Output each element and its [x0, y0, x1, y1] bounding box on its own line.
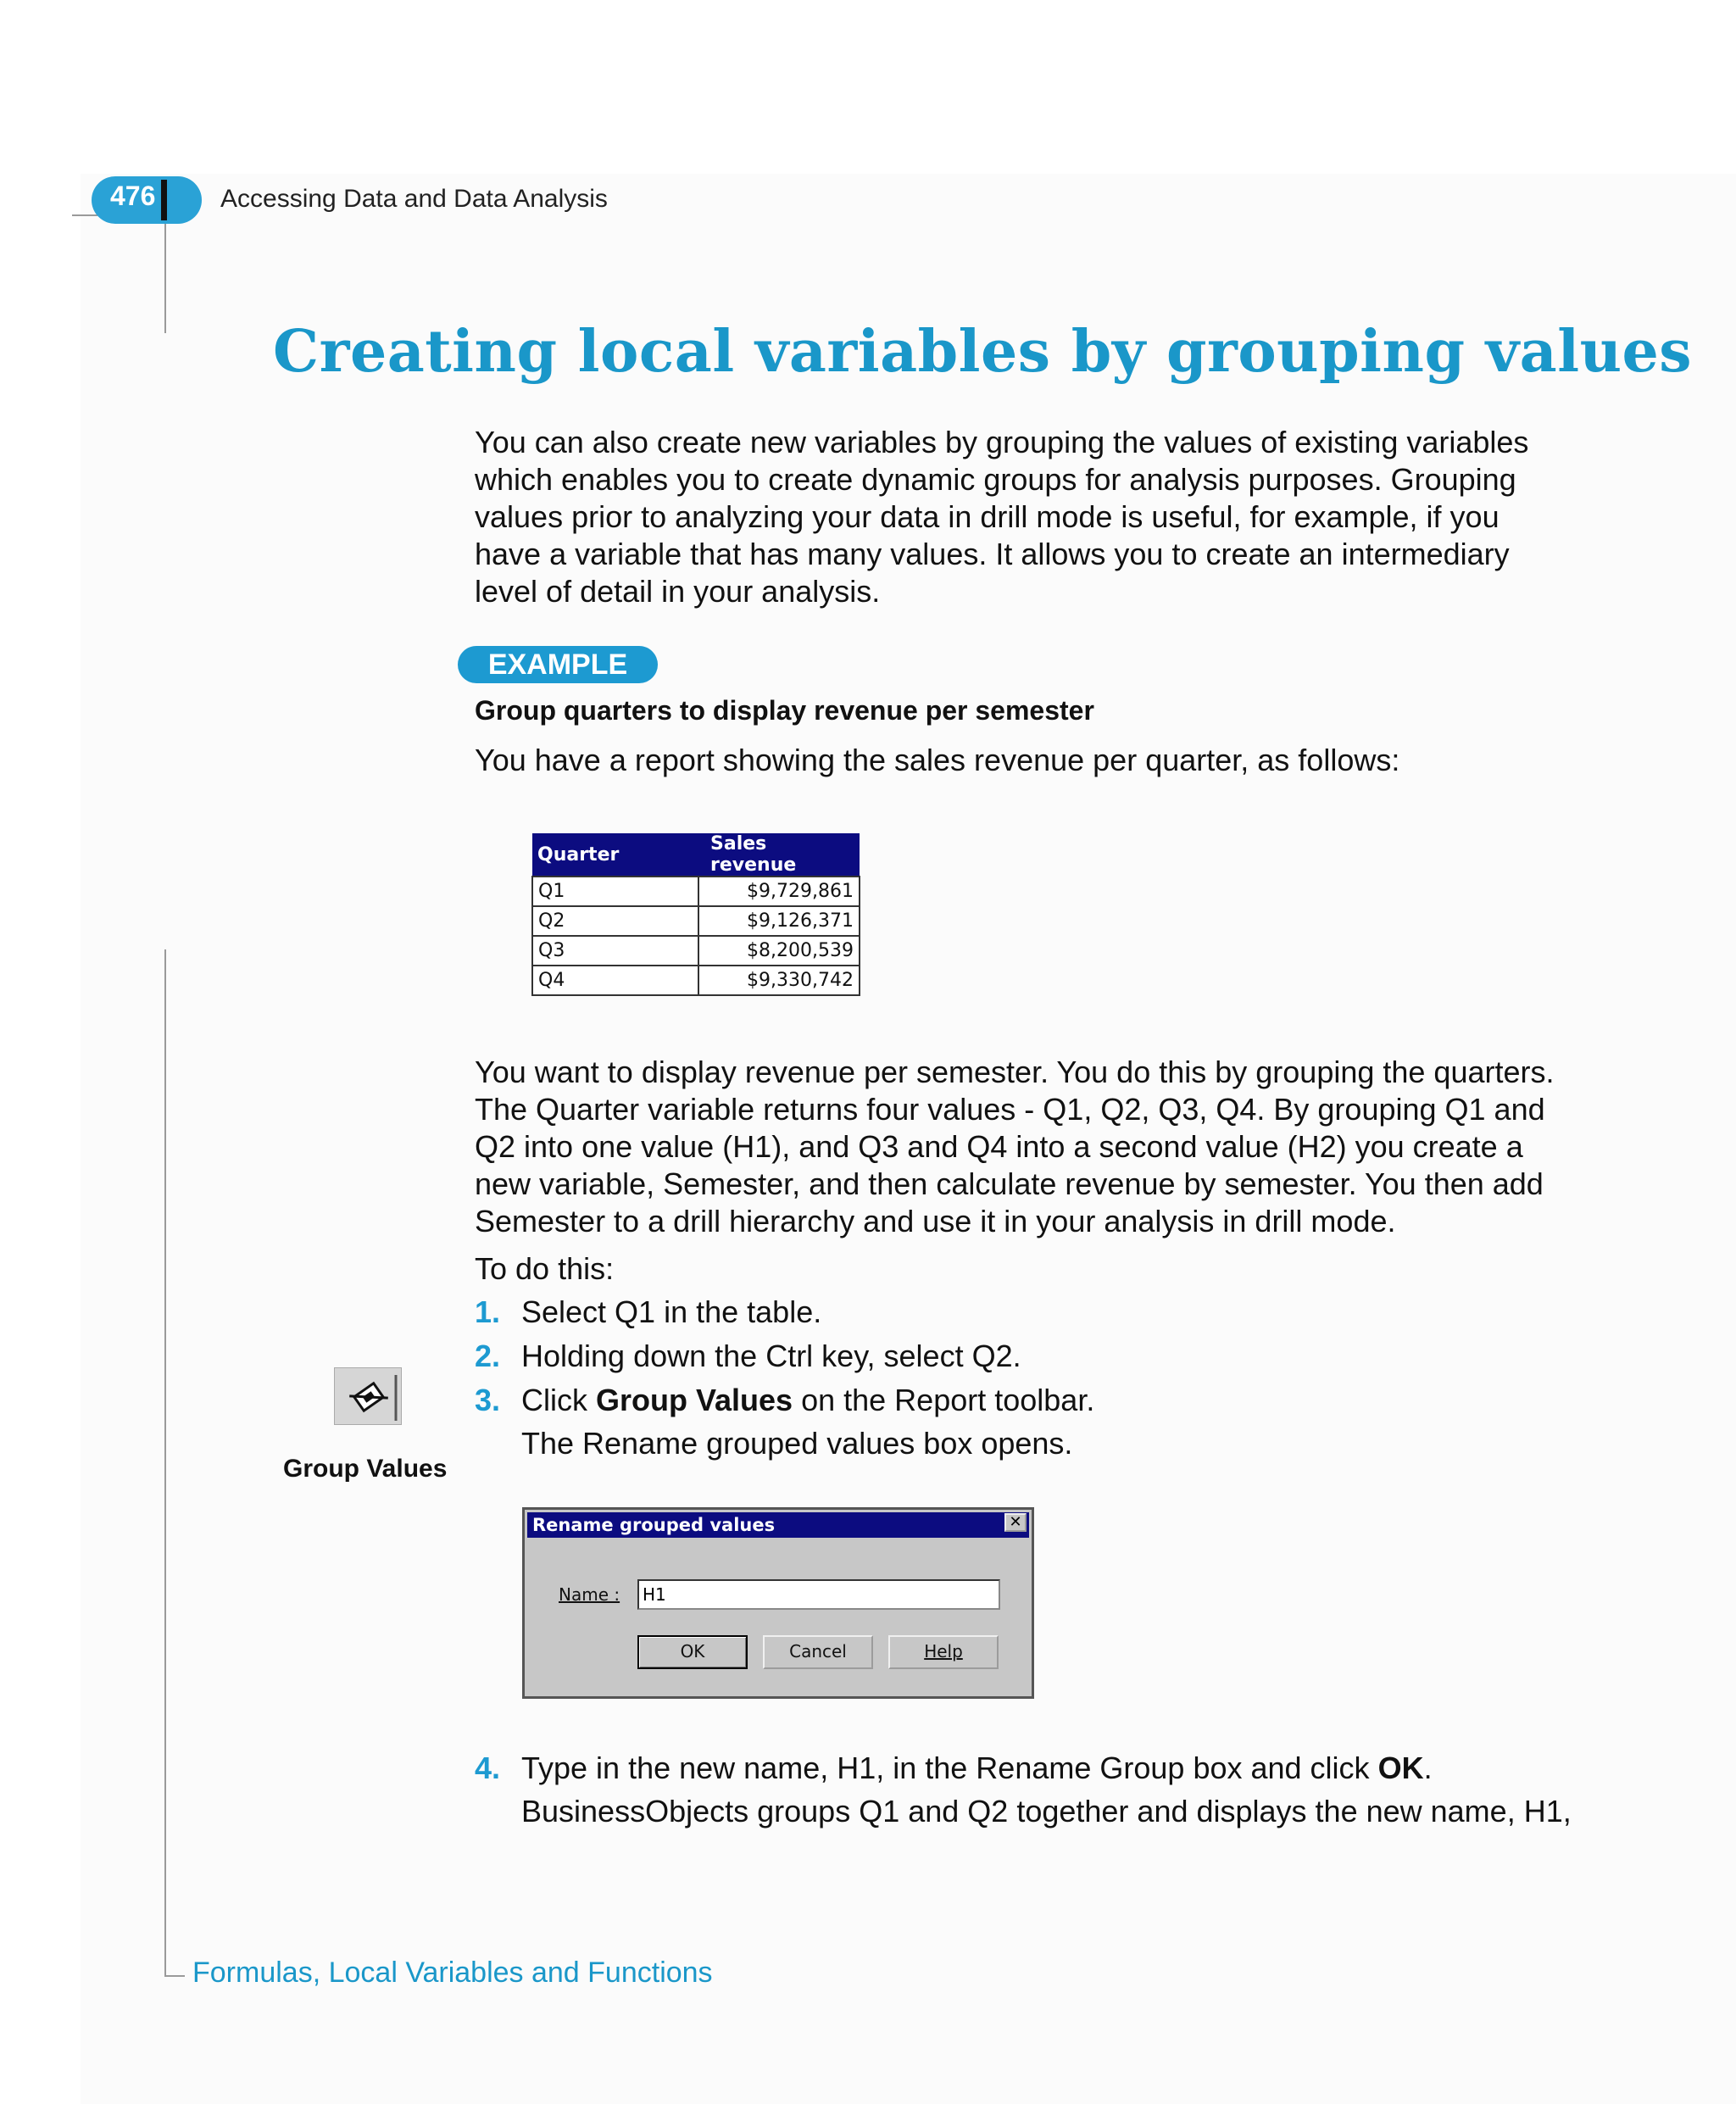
header-vertical-rule	[164, 222, 166, 333]
cell-revenue[interactable]: $9,729,861	[698, 877, 860, 906]
dialog-title: Rename grouped values	[527, 1512, 1029, 1538]
step-number: 2.	[475, 1339, 501, 1373]
group-values-icon	[334, 1367, 402, 1425]
sales-revenue-table	[531, 833, 860, 996]
cell-revenue[interactable]: $9,330,742	[698, 966, 860, 995]
step-text-bold: Group Values	[596, 1383, 793, 1417]
cell-quarter[interactable]: Q4	[532, 966, 698, 995]
step-text	[521, 1750, 1433, 1787]
cell-revenue[interactable]: $8,200,539	[698, 936, 860, 966]
step-text-bold: OK	[1377, 1751, 1424, 1785]
help-button-label: Help	[924, 1641, 963, 1661]
step-result-text: BusinessObjects groups Q1 and Q2 together and displays the new name, H1,	[521, 1794, 1572, 1828]
name-label-text: Name :	[559, 1584, 620, 1605]
to-do-label: To do this:	[475, 1251, 615, 1286]
name-input[interactable]: H1	[637, 1579, 1000, 1610]
cancel-button[interactable]: Cancel	[763, 1635, 873, 1669]
page-number-bar	[161, 180, 167, 220]
cell-quarter[interactable]: Q3	[532, 936, 698, 966]
intro-paragraph: You can also create new variables by grouping the values of existing variables which enables you to create dynamic groups for analysis purposes. Grouping values prior to analyzing your data in drill mode is useful, for example, if you have a variable that has many values. It allows you to create an intermediary level of detail in your analysis.	[475, 425, 1529, 609]
table-row[interactable]	[532, 936, 860, 966]
step-text	[521, 1382, 1094, 1419]
page-number: 476	[110, 181, 156, 211]
rename-grouped-values-dialog	[522, 1507, 1034, 1699]
cell-revenue[interactable]: $9,126,371	[698, 906, 860, 936]
group-values-caption: Group Values	[283, 1455, 448, 1483]
cell-quarter[interactable]: Q1	[532, 877, 698, 906]
footer-chapter-title: Formulas, Local Variables and Functions	[192, 1956, 713, 1989]
ok-button[interactable]: OK	[637, 1635, 748, 1669]
example-intro: You have a report showing the sales revenue per quarter, as follows:	[475, 743, 1400, 777]
close-icon[interactable]: ✕	[1004, 1513, 1027, 1532]
footer-vertical-rule	[164, 949, 166, 1977]
table-header-quarter: Quarter	[532, 833, 698, 877]
header-rule	[72, 214, 97, 216]
name-label	[559, 1584, 620, 1605]
help-button[interactable]	[888, 1635, 999, 1669]
step-text-pre: Type in the new name, H1, in the Rename Group box and click	[521, 1751, 1378, 1785]
step-number: 3.	[475, 1383, 501, 1417]
footer-rule	[164, 1975, 185, 1977]
cell-quarter[interactable]: Q2	[532, 906, 698, 936]
example-badge: EXAMPLE	[458, 646, 658, 683]
table-row[interactable]	[532, 877, 860, 906]
step-text-post: on the Report toolbar.	[793, 1383, 1095, 1417]
step-text: Select Q1 in the table.	[521, 1294, 822, 1329]
step-result-text: The Rename grouped values box opens.	[521, 1426, 1073, 1461]
section-title: Creating local variables by grouping values	[273, 318, 1693, 386]
example-heading: Group quarters to display revenue per semester	[475, 695, 1094, 726]
step-number: 4.	[475, 1751, 501, 1785]
table-row[interactable]	[532, 906, 860, 936]
explanation-paragraph: You want to display revenue per semester. You do this by grouping the quarters. The Quarter variable returns four values - Q1, Q2, Q3, Q4. By grouping Q1 and Q2 into one value (H1), and Q3 and Q4 into a second value (H2) you create a new variable, Semester, and then calculate revenue by semester. You then add Semester to a drill hierarchy and use it in your analysis in drill mode.	[475, 1055, 1555, 1238]
table-row[interactable]	[532, 966, 860, 995]
running-head: Accessing Data and Data Analysis	[220, 185, 608, 213]
step-text-post: .	[1423, 1751, 1433, 1785]
step-text: Holding down the Ctrl key, select Q2.	[521, 1339, 1021, 1373]
table-header-sales-revenue: Sales revenue	[698, 833, 860, 877]
step-text-pre: Click	[521, 1383, 596, 1417]
step-number: 1.	[475, 1294, 501, 1329]
group-values-icon-glyph	[335, 1368, 403, 1426]
